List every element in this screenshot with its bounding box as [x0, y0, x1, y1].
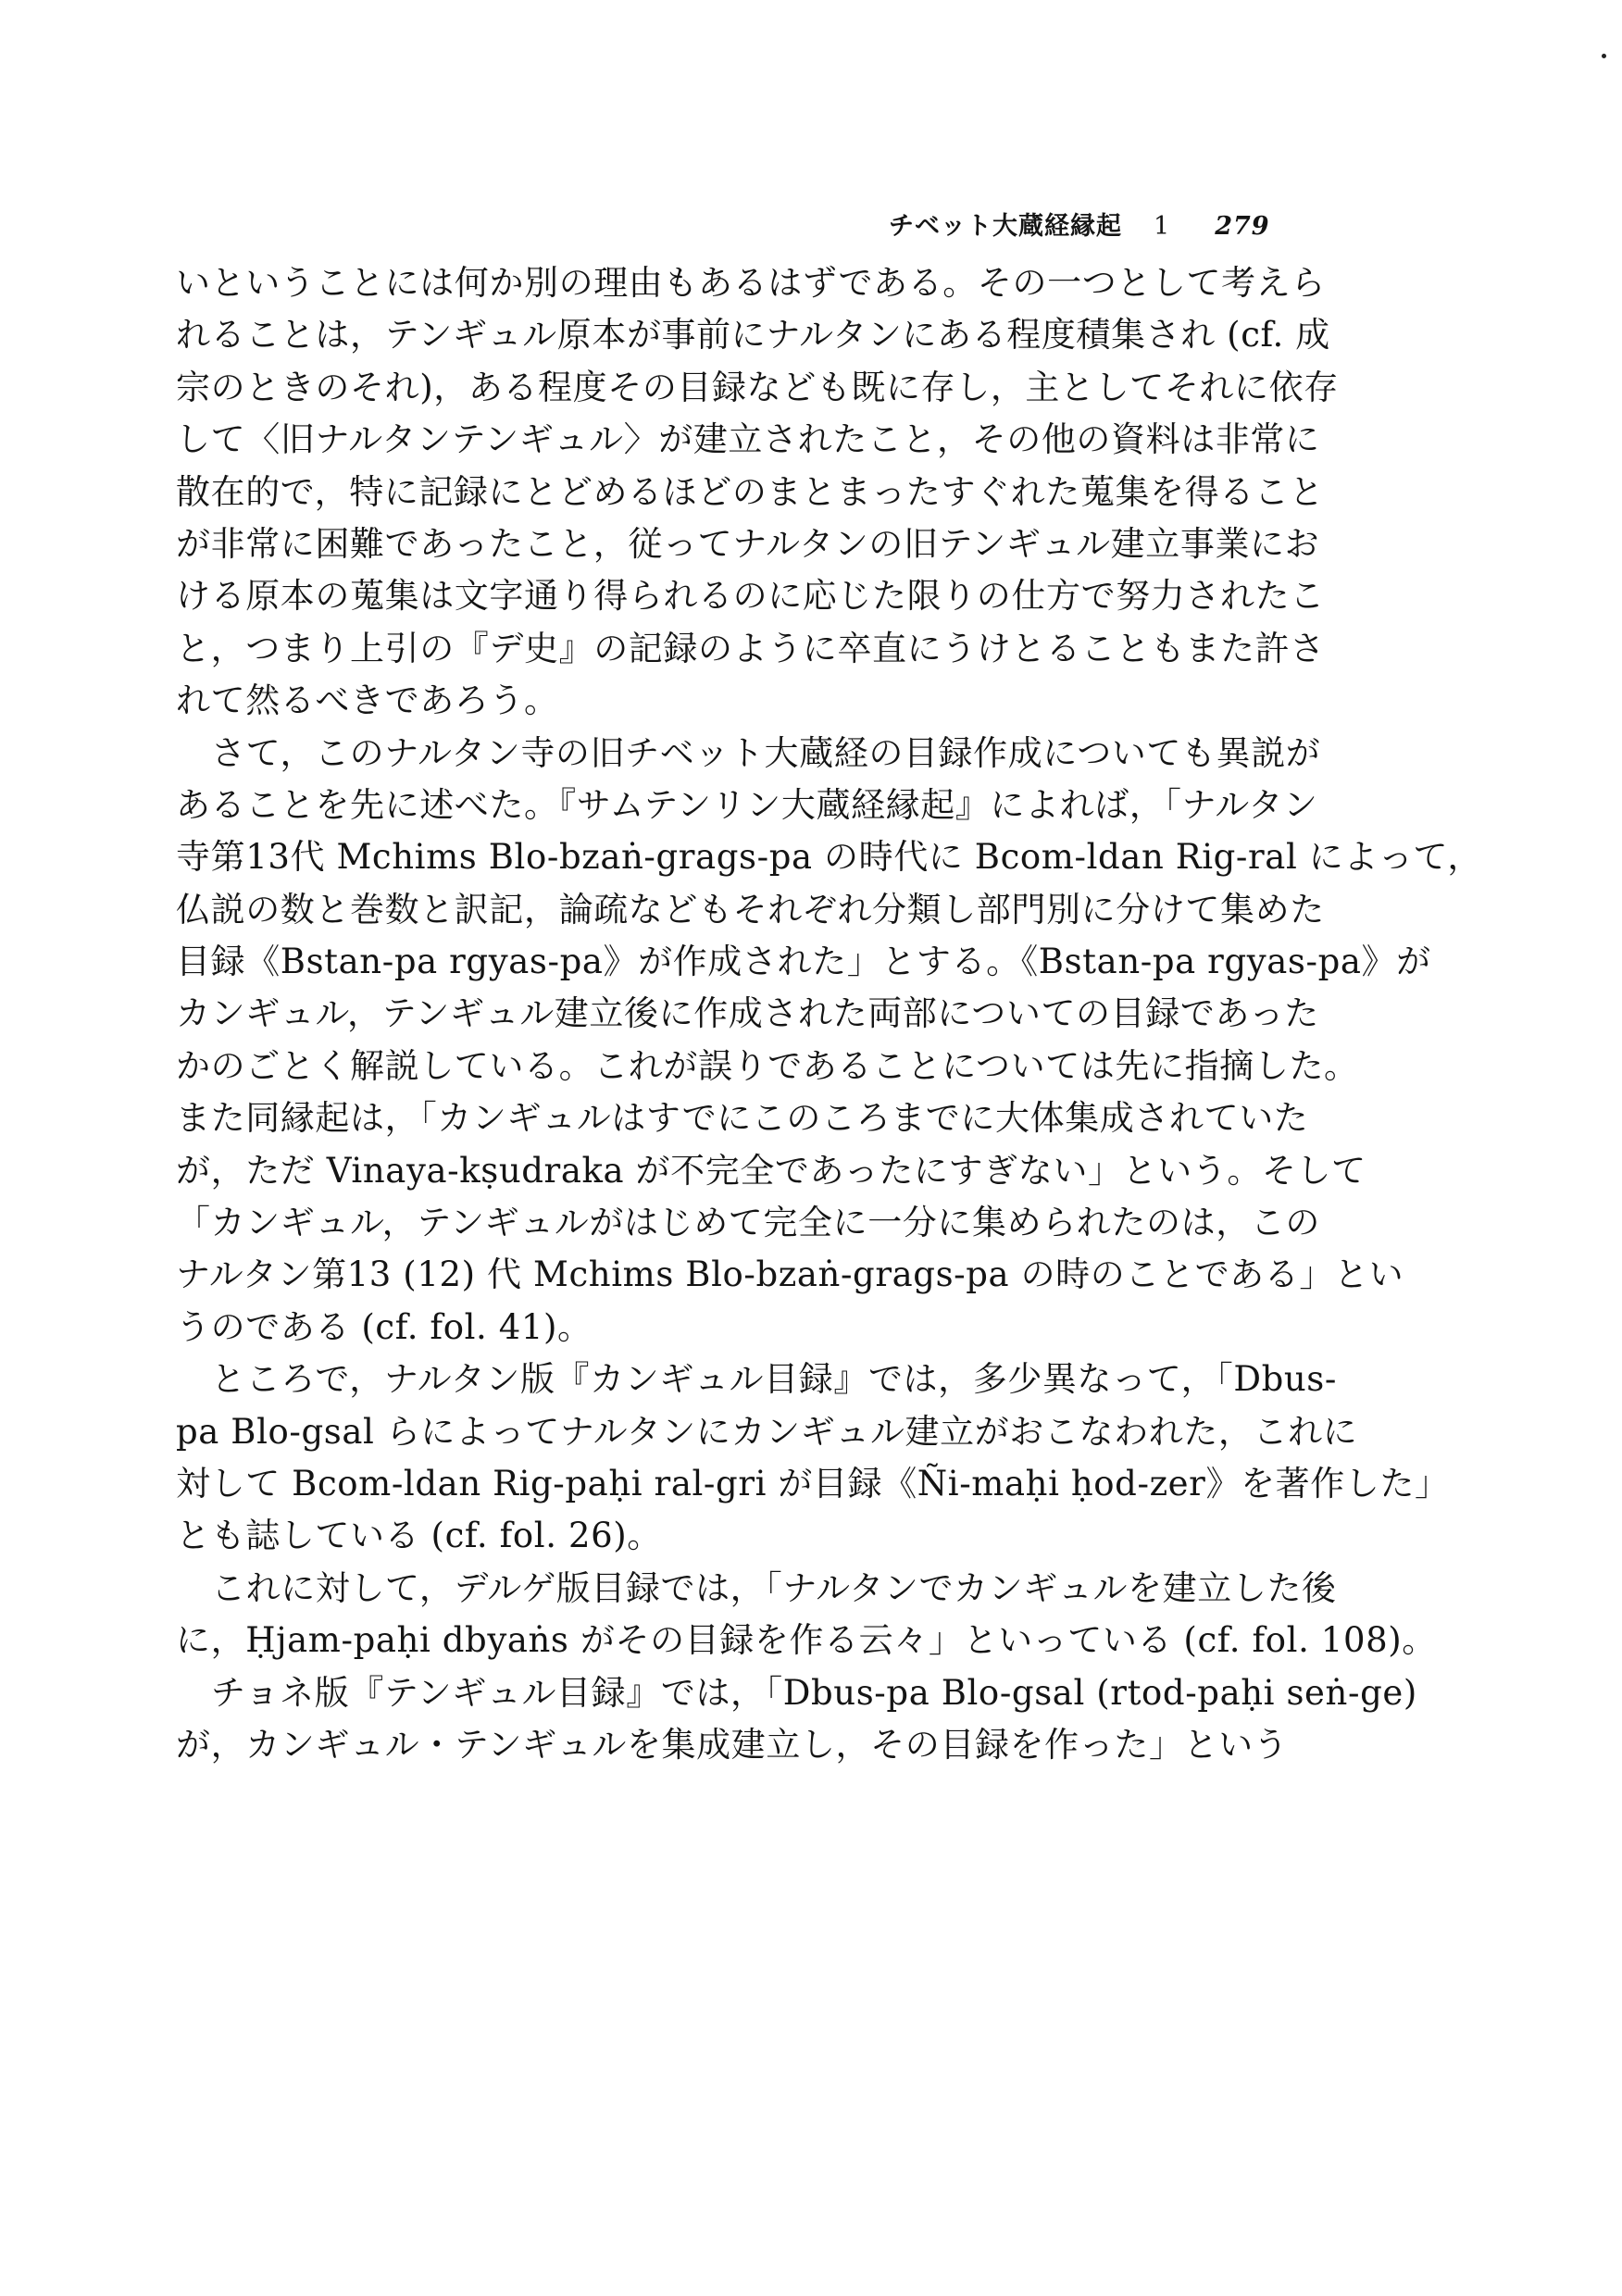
text-line: チョネ版『テンギュル目録』では，「Dbus-pa Blo-gsal (rtod-paḥi seṅ-ge) [211, 1672, 1417, 1713]
text-line: ところで，ナルタン版『カンギュル目録』では，多少異なって，「Dbus- [211, 1359, 1337, 1400]
text-line: れて然るべきであろう。 [176, 680, 559, 721]
text-line: 寺第13代 Mchims Blo-bzaṅ-grags-pa の時代に Bcom-ldan Rig-ral によって， [176, 837, 1483, 878]
text-line: と，つまり上引の『デ史』の記録のように卒直にうけとることもまた許さ [176, 628, 1325, 668]
body-text [176, 257, 1483, 1771]
text-line: 「カンギュル，テンギュルがはじめて完全に一分に集められたのは，この [176, 1203, 1320, 1243]
text-line: に，Ḥjam-paḥi dbyaṅs がその目録を作る云々」といっている (cf. fol. 108)。 [176, 1620, 1437, 1661]
text-line: が，カンギュル・テンギュルを集成建立し，その目録を作った」という [176, 1724, 1289, 1765]
scan-speck [1602, 54, 1606, 58]
text-line: とも誌している (cf. fol. 26)。 [176, 1516, 662, 1556]
text-line: 目録《Bstan-pa rgyas-pa》が作成された」とする。《Bstan-pa rgyas-pa》が [176, 942, 1431, 982]
text-line: れることは，テンギュル原本が事前にナルタンにある程度積集され (cf. 成 [176, 315, 1330, 356]
section-number: 1 [1154, 212, 1171, 241]
page-number: 279 [1215, 212, 1270, 241]
text-line: が非常に困難であったこと，従ってナルタンの旧テンギュル建立事業にお [176, 523, 1320, 564]
text-line: うのである (cf. fol. 41)。 [176, 1306, 593, 1347]
text-line: さて，このナルタン寺の旧チベット大蔵経の目録作成についても異説が [211, 732, 1321, 773]
text-line: 宗のときのそれ)，ある程度その目録なども既に存し，主としてそれに依存 [176, 367, 1339, 407]
text-line: また同縁起は，「カンギュルはすでにこのころまでに大体集成されていた [176, 1098, 1309, 1139]
text-line: ける原本の蒐集は文字通り得られるのに応じた限りの仕方で努力されたこ [176, 576, 1325, 617]
text-line: いということには何か別の理由もあるはずである。その一つとして考えら [176, 263, 1326, 303]
running-head [889, 206, 1270, 242]
text-line: 散在的で，特に記録にとどめるほどのまとまったすぐれた蒐集を得ること [176, 471, 1325, 512]
running-title: チベット大蔵経縁起 [889, 212, 1122, 241]
text-line: pa Blo-gsal らによってナルタンにカンギュル建立がおこなわれた，これに [176, 1411, 1358, 1452]
text-line: して〈旧ナルタンテンギュル〉が建立されたこと，その他の資料は非常に [176, 419, 1320, 460]
text-line: が，ただ Vinaya-kṣudraka が不完全であったにすぎない」という。そして [176, 1150, 1366, 1191]
text-line: 仏説の数と巻数と訳記，論疏などもそれぞれ分類し部門別に分けて集めた [176, 889, 1325, 930]
text-line: かのごとく解説している。これが誤りであることについては先に指摘した。 [176, 1045, 1359, 1086]
text-line: これに対して，デルゲ版目録では，「ナルタンでカンギュルを建立した後 [211, 1567, 1337, 1608]
text-line: あることを先に述べた。『サムテンリン大蔵経縁起』によれば，「ナルタン [176, 784, 1318, 825]
text-line: ナルタン第13 (12) 代 Mchims Blo-bzaṅ-grags-pa の時のことである」とい [176, 1254, 1404, 1295]
text-line: 対して Bcom-ldan Rig-paḥi ral-gri が目録《Ñi-maḥi ḥod-zer》を著作した」 [176, 1463, 1450, 1504]
text-line: カンギュル，テンギュル建立後に作成された両部についての目録であった [176, 993, 1319, 1034]
